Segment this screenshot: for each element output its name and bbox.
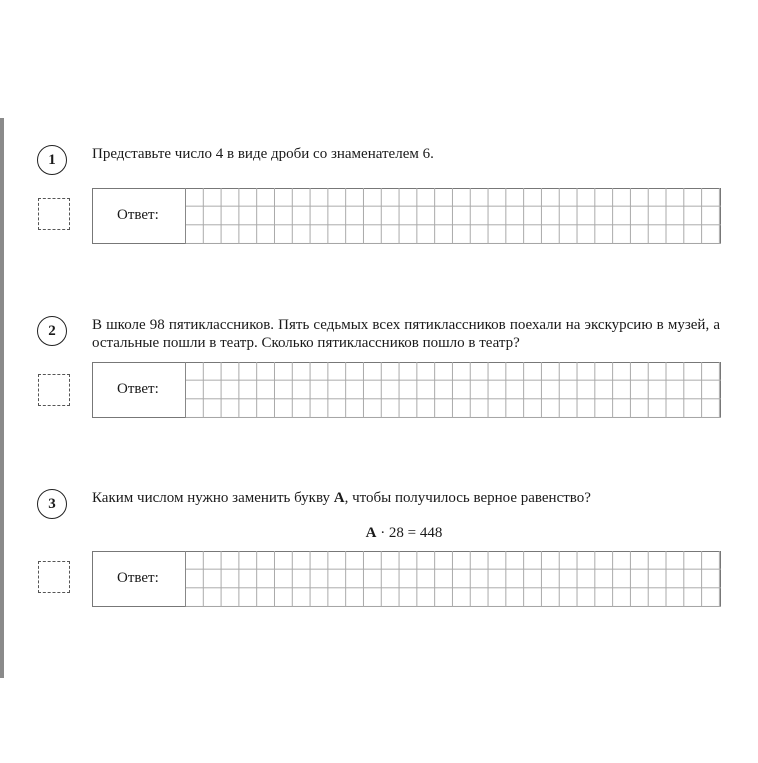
task-number: 3 [37, 489, 67, 519]
task-text-letter: А [333, 490, 345, 506]
task-text: Представьте число 4 в виде дроби со знаменателем 6. [92, 146, 434, 162]
score-box[interactable] [38, 561, 70, 593]
score-box[interactable] [38, 198, 70, 230]
equation [0, 525, 758, 542]
task-text-part: Каким числом нужно заменить букву [92, 490, 334, 506]
answer-box [92, 188, 721, 244]
answer-box [92, 362, 721, 418]
score-box[interactable] [38, 374, 70, 406]
answer-grid[interactable] [185, 188, 721, 244]
answer-box [92, 551, 721, 607]
task-number: 1 [37, 145, 67, 175]
task-text [92, 489, 720, 507]
answer-label: Ответ: [117, 570, 159, 586]
task-text-part: , чтобы получилось верное равенство? [344, 490, 591, 506]
answer-label: Ответ: [117, 381, 159, 397]
answer-grid[interactable] [185, 362, 721, 418]
task-number: 2 [37, 316, 67, 346]
answer-grid[interactable] [185, 551, 721, 607]
equation-letter: А [365, 525, 377, 541]
equation-rest: · 28 = 448 [376, 525, 443, 541]
task-text: В школе 98 пятиклассников. Пять седьмых всех пятиклассников поехали на экскурсию в музей, а остальные пошли в театр. Сколько пятиклассников пошло в театр? [92, 317, 720, 351]
page-edge [0, 118, 4, 678]
answer-label: Ответ: [117, 207, 159, 223]
